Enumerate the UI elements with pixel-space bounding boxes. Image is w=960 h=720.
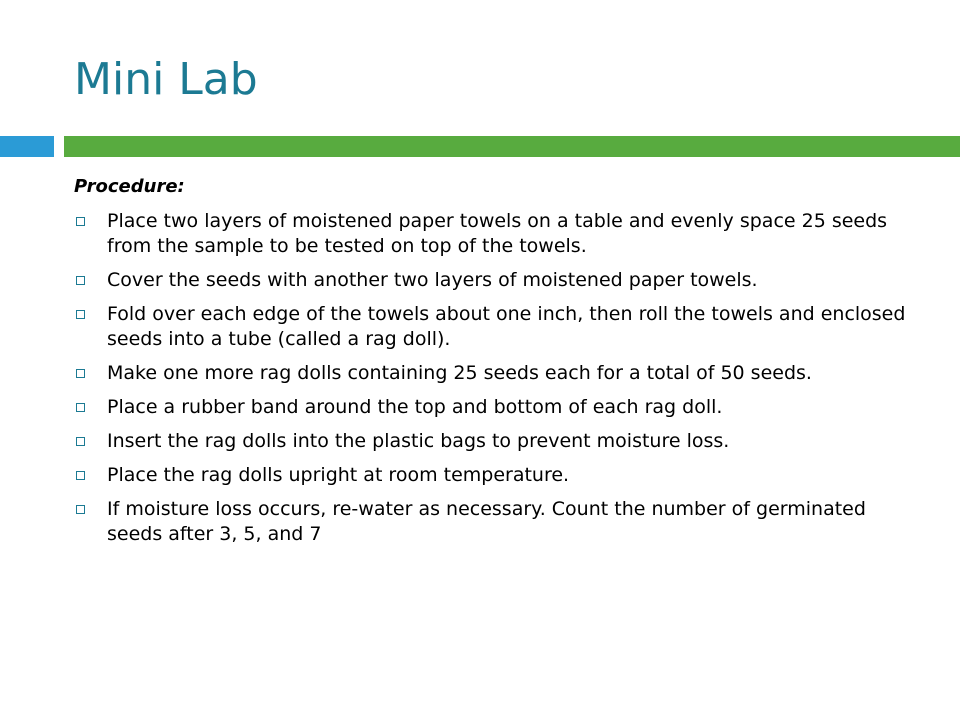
procedure-step	[74, 268, 924, 293]
hollow-square-bullet-icon	[76, 217, 85, 226]
hollow-square-bullet-icon	[76, 369, 85, 378]
accent-bar-green	[64, 136, 960, 157]
procedure-step-text: Make one more rag dolls containing 25 seeds each for a total of 50 seeds.	[107, 362, 812, 384]
accent-bar-blue	[0, 136, 54, 157]
hollow-square-bullet-icon	[76, 310, 85, 319]
procedure-list	[74, 209, 924, 547]
procedure-heading: Procedure:	[74, 176, 185, 197]
procedure-step	[74, 361, 924, 386]
hollow-square-bullet-icon	[76, 471, 85, 480]
procedure-step-text: Place a rubber band around the top and bottom of each rag doll.	[107, 396, 723, 418]
hollow-square-bullet-icon	[76, 505, 85, 514]
slide-title: Mini Lab	[74, 54, 258, 105]
procedure-step	[74, 302, 924, 352]
procedure-step	[74, 497, 924, 547]
procedure-step	[74, 463, 924, 488]
hollow-square-bullet-icon	[76, 403, 85, 412]
procedure-step-text: Place two layers of moistened paper towels on a table and evenly space 25 seeds from the sample to be tested on top of the towels.	[107, 210, 888, 257]
procedure-step-text: Cover the seeds with another two layers of moistened paper towels.	[107, 269, 758, 291]
procedure-step	[74, 209, 924, 259]
procedure-step-text: Place the rag dolls upright at room temperature.	[107, 464, 570, 486]
procedure-step-text: If moisture loss occurs, re-water as necessary. Count the number of germinated seeds after 3, 5, and 7	[107, 498, 866, 545]
procedure-step	[74, 395, 924, 420]
hollow-square-bullet-icon	[76, 437, 85, 446]
procedure-step	[74, 429, 924, 454]
procedure-step-text: Fold over each edge of the towels about one inch, then roll the towels and enclosed seeds into a tube (called a rag doll).	[107, 303, 906, 350]
procedure-step-text: Insert the rag dolls into the plastic bags to prevent moisture loss.	[107, 430, 730, 452]
hollow-square-bullet-icon	[76, 276, 85, 285]
slide-body	[74, 173, 924, 556]
